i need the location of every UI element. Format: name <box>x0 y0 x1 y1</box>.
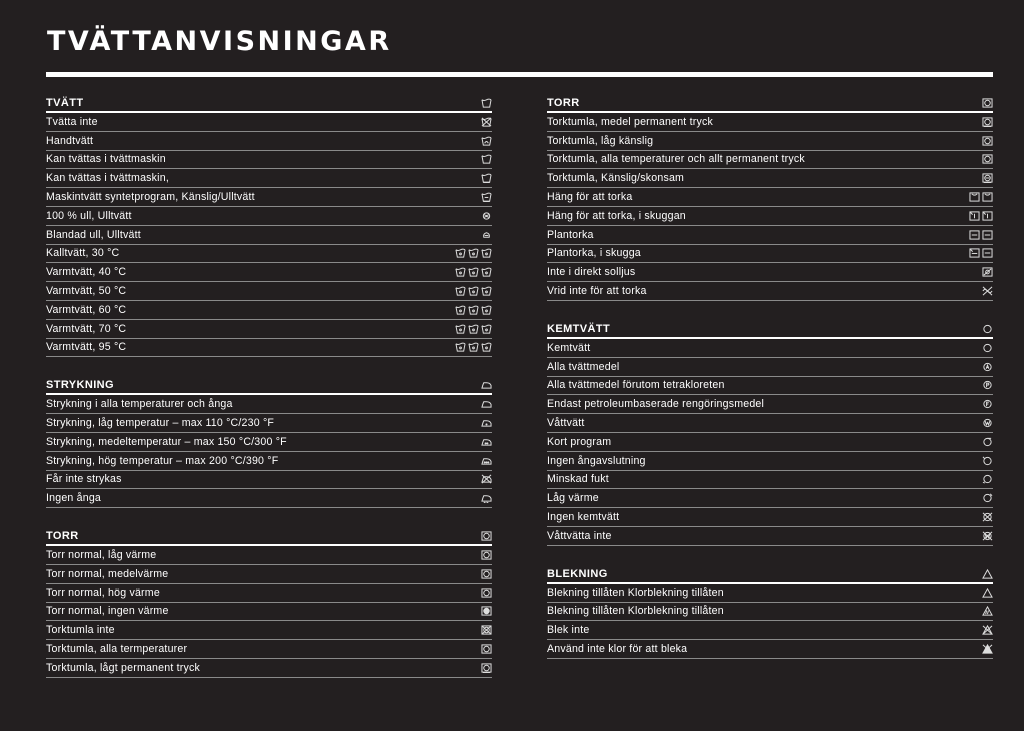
care-row <box>46 584 492 603</box>
tumble-dry-line-icon <box>982 117 993 127</box>
care-symbol <box>982 285 993 297</box>
section-symbol <box>481 379 492 391</box>
care-row <box>547 471 993 490</box>
tumble-dry-double-line-icon <box>982 173 993 183</box>
care-row <box>547 245 993 264</box>
wool-ball-icon <box>481 211 492 221</box>
iron-three-dots-icon <box>481 456 492 466</box>
care-row <box>547 395 993 414</box>
line-dry-icon <box>982 192 993 202</box>
washtub-temp-icon <box>455 267 466 277</box>
section-header <box>547 565 993 584</box>
care-label: 100 % ull, Ulltvätt <box>46 209 132 222</box>
washtub-temp-icon <box>481 267 492 277</box>
iron-icon <box>481 399 492 409</box>
section-header <box>46 94 492 113</box>
circle-w-crossed-icon <box>982 531 993 541</box>
care-row <box>46 282 492 301</box>
section-header <box>547 94 993 113</box>
washtub-temp-icon <box>455 324 466 334</box>
section-title: TVÄTT <box>46 97 84 109</box>
care-row <box>46 339 492 358</box>
flat-dry-icon <box>982 230 993 240</box>
care-row <box>46 207 492 226</box>
care-row <box>547 603 993 622</box>
care-row <box>547 452 993 471</box>
care-label: Torktumla, låg känslig <box>547 134 654 147</box>
care-symbol <box>982 624 993 636</box>
care-symbol <box>481 153 492 165</box>
care-label: Handtvätt <box>46 134 94 147</box>
care-row <box>547 188 993 207</box>
section-symbol <box>982 323 993 335</box>
care-label: Blekning tillåten Klorblekning tillåten <box>547 605 724 618</box>
care-row <box>46 113 492 132</box>
care-label: Kan tvättas i tvättmaskin, <box>46 172 169 185</box>
wool-blend-icon <box>481 230 492 240</box>
washtub-icon <box>481 98 492 108</box>
washtub-temp-icon <box>468 286 479 296</box>
section-kemtvätt <box>547 320 993 546</box>
care-symbol <box>982 455 993 467</box>
care-row <box>547 207 993 226</box>
washtub-line-icon <box>481 173 492 183</box>
washtub-temp-icon <box>468 305 479 315</box>
care-label: Torktumla, lågt permanent tryck <box>46 661 200 674</box>
washtub-temp-icon <box>481 342 492 352</box>
care-row <box>547 414 993 433</box>
care-label: Ingen kemtvätt <box>547 511 620 524</box>
care-row <box>46 452 492 471</box>
washtub-temp-icon <box>481 248 492 258</box>
care-label: Plantorka <box>547 228 594 241</box>
care-symbol <box>969 247 993 259</box>
care-symbol <box>481 116 492 128</box>
care-row <box>547 339 993 358</box>
circle-icon <box>982 343 993 353</box>
washtub-temp-icon <box>455 286 466 296</box>
flat-dry-icon <box>982 248 993 258</box>
care-symbol <box>982 511 993 523</box>
care-label: Torktumla, medel permanent tryck <box>547 115 713 128</box>
care-symbol <box>481 191 492 203</box>
care-symbol <box>481 229 492 241</box>
care-symbol <box>455 266 492 278</box>
washtub-temp-icon <box>455 305 466 315</box>
care-label: Använd inte klor för att bleka <box>547 643 688 656</box>
care-symbol <box>982 172 993 184</box>
care-label: Strykning, medeltemperatur – max 150 °C/300 °F <box>46 435 287 448</box>
care-label: Endast petroleumbaserade rengöringsmedel <box>547 398 765 411</box>
care-row <box>46 621 492 640</box>
tumble-dry-icon <box>982 136 993 146</box>
care-symbol <box>481 643 492 655</box>
care-label: Blek inte <box>547 624 590 637</box>
care-label: Varmtvätt, 50 °C <box>46 285 127 298</box>
care-row <box>547 169 993 188</box>
care-row <box>46 320 492 339</box>
triangle-icon <box>982 569 993 579</box>
care-symbol <box>481 549 492 561</box>
care-label: Varmtvätt, 70 °C <box>46 322 127 335</box>
washtub-temp-icon <box>468 324 479 334</box>
triangle-crossed-icon <box>982 625 993 635</box>
care-label: Maskintvätt syntetprogram, Känslig/Ulltvätt <box>46 191 255 204</box>
section-title: STRYKNING <box>46 379 114 392</box>
care-row <box>547 282 993 301</box>
care-label: Plantorka, i skugga <box>547 247 641 260</box>
tumble-dry-icon <box>481 531 492 541</box>
care-row <box>46 226 492 245</box>
washtub-temp-icon <box>455 342 466 352</box>
care-symbol <box>455 285 492 297</box>
care-row <box>547 527 993 546</box>
care-symbol <box>982 361 993 373</box>
circle-low-heat-icon <box>982 493 993 503</box>
care-label: Varmtvätt, 95 °C <box>46 341 127 354</box>
care-label: Alla tvättmedel <box>547 360 620 373</box>
care-label: Torr normal, medelvärme <box>46 567 169 580</box>
care-row <box>46 132 492 151</box>
circle-no-steam-icon <box>982 456 993 466</box>
line-dry-shade-icon <box>969 211 980 221</box>
care-symbol <box>455 304 492 316</box>
care-row <box>46 151 492 170</box>
care-row <box>547 489 993 508</box>
tumble-dry-crossed-icon <box>481 625 492 635</box>
care-symbol <box>982 473 993 485</box>
care-label: Blekning tillåten Klorblekning tillåten <box>547 586 724 599</box>
tumble-dry-icon <box>982 154 993 164</box>
section-header <box>46 527 492 546</box>
iron-crossed-icon <box>481 474 492 484</box>
care-label: Torktumla inte <box>46 624 115 637</box>
circle-a-icon <box>982 362 993 372</box>
section-blekning <box>547 565 993 659</box>
triangle-filled-crossed-icon <box>982 644 993 654</box>
care-label: Inte i direkt solljus <box>547 266 636 279</box>
section-title: TORR <box>46 530 79 543</box>
care-label: Torktumla, Känslig/skonsam <box>547 172 685 185</box>
care-label: Tvätta inte <box>46 115 98 128</box>
care-row <box>46 395 492 414</box>
care-symbol <box>481 605 492 617</box>
section-title: KEMTVÄTT <box>547 322 611 335</box>
care-symbol <box>969 191 993 203</box>
care-row <box>46 169 492 188</box>
care-symbol <box>481 624 492 636</box>
care-row <box>46 263 492 282</box>
section-torr <box>46 527 492 678</box>
flat-dry-icon <box>969 230 980 240</box>
care-symbol <box>455 341 492 353</box>
iron-two-dots-icon <box>481 437 492 447</box>
washtub-temp-icon <box>468 342 479 352</box>
care-label: Alla tvättmedel förutom tetrakloreten <box>547 379 725 392</box>
care-symbol <box>481 398 492 410</box>
care-symbol <box>481 587 492 599</box>
circle-p-icon <box>982 380 993 390</box>
care-symbol <box>982 587 993 599</box>
care-label: Kalltvätt, 30 °C <box>46 247 120 260</box>
care-row <box>46 471 492 490</box>
care-symbol <box>982 135 993 147</box>
care-symbol <box>982 643 993 655</box>
care-symbol <box>481 436 492 448</box>
washtub-temp-icon <box>481 286 492 296</box>
care-label: Varmtvätt, 60 °C <box>46 303 127 316</box>
care-row <box>46 433 492 452</box>
right-column <box>547 94 993 678</box>
care-row <box>547 621 993 640</box>
circle-icon <box>982 324 993 334</box>
washtub-temp-icon <box>468 248 479 258</box>
tumble-dry-icon <box>481 550 492 560</box>
circle-reduced-moisture-icon <box>982 474 993 484</box>
care-symbol <box>982 266 993 278</box>
washtub-double-line-icon <box>481 192 492 202</box>
care-row <box>547 151 993 170</box>
care-symbol <box>969 210 993 222</box>
no-wring-icon <box>982 286 993 296</box>
care-label: Kort program <box>547 435 612 448</box>
care-row <box>46 301 492 320</box>
care-symbol <box>481 455 492 467</box>
line-dry-icon <box>969 192 980 202</box>
care-label: Ingen ånga <box>46 492 102 505</box>
care-row <box>46 489 492 508</box>
page-title: TVÄTTANVISNINGAR <box>47 26 392 57</box>
care-symbol <box>481 473 492 485</box>
care-symbol <box>481 662 492 674</box>
care-row <box>547 358 993 377</box>
washtub-crossed-icon <box>481 117 492 127</box>
care-symbol <box>481 417 492 429</box>
care-row <box>46 565 492 584</box>
care-symbol <box>481 135 492 147</box>
triangle-icon <box>982 588 993 598</box>
care-label: Våttvätta inte <box>547 529 612 542</box>
section-symbol <box>982 97 993 109</box>
washtub-icon <box>481 154 492 164</box>
care-symbol <box>982 492 993 504</box>
iron-one-dot-icon <box>481 418 492 428</box>
section-tvätt <box>46 94 492 357</box>
care-label: Låg värme <box>547 492 599 505</box>
care-label: Våttvätt <box>547 417 585 430</box>
washtub-hand-icon <box>481 136 492 146</box>
section-title: TORR <box>547 97 580 109</box>
care-row <box>547 377 993 396</box>
tumble-dry-line-icon <box>481 663 492 673</box>
care-row <box>547 584 993 603</box>
care-label: Strykning, låg temperatur – max 110 °C/230 °F <box>46 417 275 430</box>
care-label: Torr normal, hög värme <box>46 586 160 599</box>
iron-icon <box>481 380 492 390</box>
care-row <box>547 433 993 452</box>
no-sun-icon <box>982 267 993 277</box>
care-symbol <box>982 605 993 617</box>
care-row <box>46 245 492 264</box>
iron-no-steam-icon <box>481 493 492 503</box>
care-row <box>547 508 993 527</box>
circle-f-icon <box>982 399 993 409</box>
care-symbol <box>455 323 492 335</box>
care-symbol <box>969 229 993 241</box>
circle-short-icon <box>982 437 993 447</box>
section-symbol <box>481 97 492 109</box>
washtub-temp-icon <box>455 248 466 258</box>
care-label: Torktumla, alla temperaturer och allt permanent tryck <box>547 153 805 166</box>
section-symbol <box>481 530 492 542</box>
left-column <box>46 94 492 697</box>
circle-w-icon <box>982 418 993 428</box>
care-label: Får inte strykas <box>46 473 122 486</box>
care-label: Strykning, hög temperatur – max 200 °C/390 °F <box>46 454 279 467</box>
triangle-lines-icon <box>982 606 993 616</box>
section-title: BLEKNING <box>547 567 608 580</box>
tumble-dry-icon <box>982 98 993 108</box>
care-row <box>46 414 492 433</box>
care-label: Kemtvätt <box>547 341 591 354</box>
circle-crossed-icon <box>982 512 993 522</box>
care-row <box>46 640 492 659</box>
tumble-dry-icon <box>481 588 492 598</box>
tumble-dry-icon <box>481 569 492 579</box>
care-symbol <box>982 153 993 165</box>
care-symbol <box>982 417 993 429</box>
care-symbol <box>481 172 492 184</box>
care-label: Minskad fukt <box>547 473 609 486</box>
care-label: Torktumla, alla termperaturer <box>46 643 188 656</box>
care-label: Varmtvätt, 40 °C <box>46 266 127 279</box>
care-label: Häng för att torka <box>547 191 633 204</box>
care-row <box>547 132 993 151</box>
title-divider <box>46 72 993 77</box>
care-row <box>46 603 492 622</box>
tumble-dry-icon <box>481 644 492 654</box>
care-row <box>547 640 993 659</box>
care-symbol <box>982 379 993 391</box>
washtub-temp-icon <box>481 305 492 315</box>
care-symbol <box>982 342 993 354</box>
care-symbol <box>982 436 993 448</box>
care-symbol <box>982 116 993 128</box>
care-symbol <box>982 398 993 410</box>
care-label: Vrid inte för att torka <box>547 285 647 298</box>
washtub-temp-icon <box>468 267 479 277</box>
section-symbol <box>982 568 993 580</box>
care-label: Strykning i alla temperaturer och ånga <box>46 398 233 411</box>
care-label: Ingen ångavslutning <box>547 454 646 467</box>
care-row <box>547 226 993 245</box>
care-row <box>46 188 492 207</box>
line-dry-shade-icon <box>982 211 993 221</box>
washtub-temp-icon <box>481 324 492 334</box>
tumble-dry-filled-icon <box>481 606 492 616</box>
care-label: Blandad ull, Ulltvätt <box>46 228 141 241</box>
section-torr <box>547 94 993 301</box>
care-symbol <box>481 568 492 580</box>
care-symbol <box>481 492 492 504</box>
section-strykning <box>46 376 492 508</box>
flat-dry-shade-icon <box>969 248 980 258</box>
section-header <box>46 376 492 395</box>
care-symbol <box>455 247 492 259</box>
section-header <box>547 320 993 339</box>
care-row <box>46 659 492 678</box>
care-row <box>547 113 993 132</box>
care-label: Torr normal, låg värme <box>46 549 157 562</box>
care-symbol <box>481 210 492 222</box>
care-label: Kan tvättas i tvättmaskin <box>46 153 166 166</box>
care-label: Häng för att torka, i skuggan <box>547 209 686 222</box>
care-row <box>547 263 993 282</box>
care-label: Torr normal, ingen värme <box>46 605 169 618</box>
care-symbol <box>982 530 993 542</box>
care-row <box>46 546 492 565</box>
